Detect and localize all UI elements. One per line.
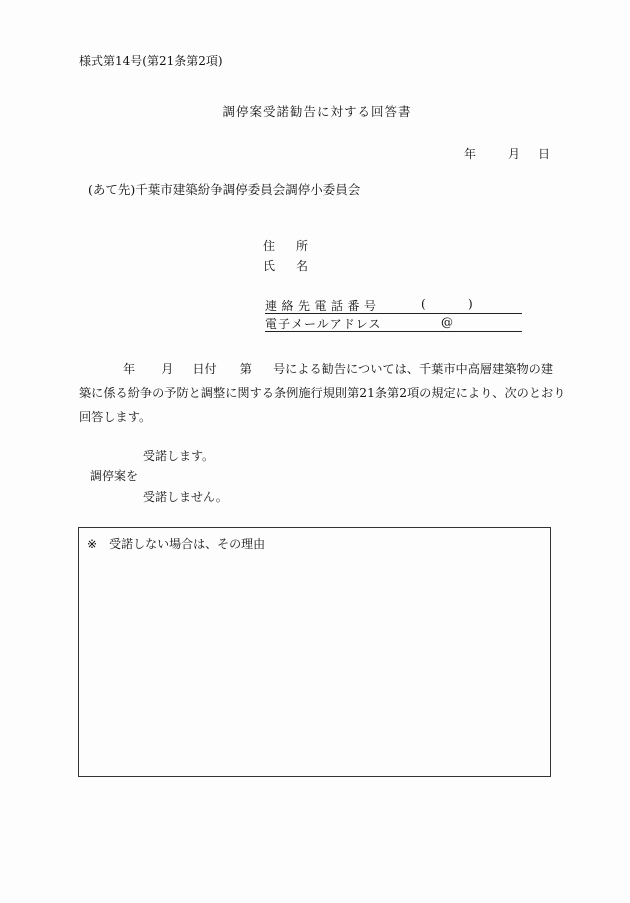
email-field[interactable]	[265, 315, 522, 332]
body-dated: 日付	[192, 362, 217, 376]
reason-box[interactable]	[78, 527, 551, 777]
phone-paren-open: (	[421, 297, 426, 311]
body-line-3: 回答します。	[79, 410, 152, 424]
document-title: 調停案受諾勧告に対する回答書	[222, 104, 412, 119]
body-line-2: 築に係る紛争の予防と調整に関する条例施行規則第21条第2項の規定により、次のとおり	[79, 386, 566, 400]
body-line1-rest: 号による勧告については、千葉市中高層建築物の建	[272, 362, 554, 376]
option-accept: 受諾します。	[143, 449, 215, 463]
option-decline: 受諾しません。	[143, 490, 228, 504]
phone-field[interactable]	[265, 297, 522, 314]
name-label: 氏名	[263, 259, 330, 273]
address-label: 住所	[263, 239, 330, 253]
body-paragraph	[79, 357, 566, 429]
date-year: 年	[464, 147, 477, 161]
email-label: 電子メールアドレス	[265, 317, 382, 331]
phone-label: 連絡先電話番号	[265, 299, 381, 313]
date-month: 月	[508, 147, 521, 161]
reason-label	[87, 535, 265, 552]
email-at-sign: @	[441, 315, 453, 329]
body-line-1	[79, 357, 554, 381]
body-no: 第	[239, 362, 252, 376]
phone-paren-close: )	[468, 297, 473, 311]
addressee: (あて先)千葉市建築紛争調停委員会調停小委員会	[88, 182, 361, 197]
form-number: 様式第14号(第21条第2項)	[79, 54, 223, 68]
body-year: 年	[123, 362, 136, 376]
body-month: 月	[161, 362, 174, 376]
option-subject: 調停案を	[90, 469, 139, 483]
date-day: 日	[538, 147, 551, 161]
reason-label-text: 受諾しない場合は、その理由	[109, 537, 266, 551]
note-mark: ※	[87, 537, 98, 551]
date-line	[464, 145, 550, 162]
